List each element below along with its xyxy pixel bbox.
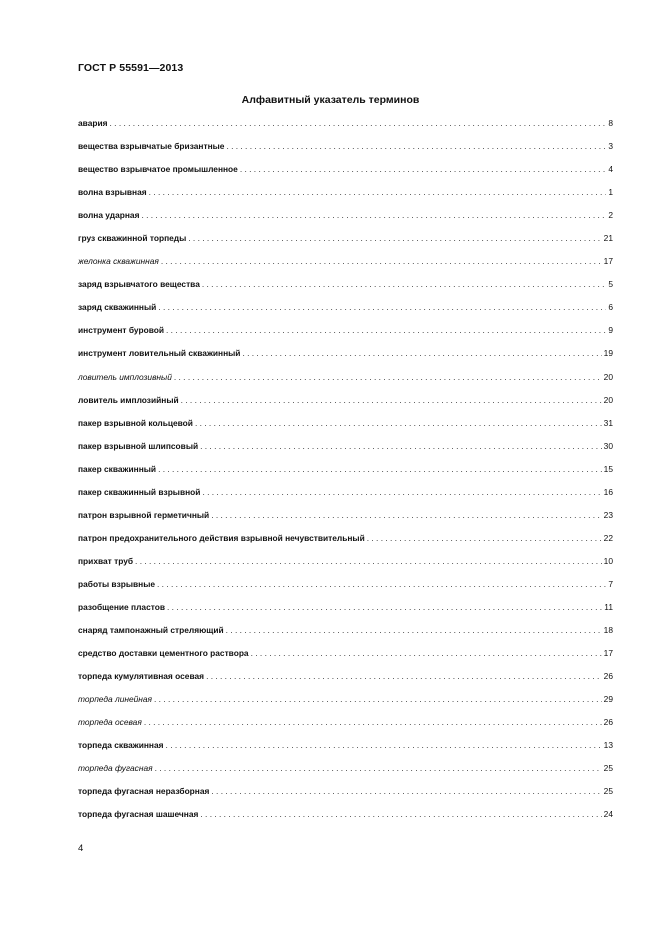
index-entry-page: 31 [603,417,613,428]
index-entry [78,319,613,342]
index-entry-term: заряд скважинный [78,302,157,313]
index-entry [78,389,613,412]
index-entry [78,435,613,458]
index-entry-page: 26 [603,717,613,728]
index-entry-page: 30 [603,440,613,451]
index-entry [78,296,613,319]
index-entry-term: ловитель имплозийный [78,394,179,405]
index-entry-term: пакер взрывной кольцевой [78,417,193,428]
dot-leader [242,342,601,365]
index-entry-page: 18 [603,625,613,636]
dot-leader [200,435,602,458]
index-entry-term: разобщение пластов [78,601,165,612]
index-entry [78,204,613,227]
index-entry-page: 1 [608,187,613,198]
index-entry-term: пакер взрывной шлипсовый [78,440,199,451]
index-entry [78,458,613,481]
index-entry-page: 20 [603,371,613,382]
index-entry [78,619,613,642]
standard-code: ГОСТ Р 55591—2013 [78,62,184,74]
dot-leader [200,803,601,826]
index-entry [78,342,613,365]
index-entry-term: торпеда кумулятивная осевая [78,671,205,682]
index-entry-page: 11 [604,601,613,612]
index-entry-page: 22 [603,532,613,543]
index-entry-term: снаряд тампонажный стреляющий [78,625,224,636]
index-entries [78,112,613,826]
dot-leader [166,734,602,757]
index-entry-page: 6 [608,302,613,313]
index-entry-page: 20 [603,394,613,405]
dot-leader [157,573,606,596]
index-entry-page: 7 [608,578,613,589]
index-entry-term: патрон предохранительного действия взрывной нечувствительный [78,532,365,543]
index-entry [78,412,613,435]
index-entry [78,642,613,665]
dot-leader [206,665,602,688]
dot-leader [166,319,606,342]
index-entry-term: торпеда фугасная [78,763,153,774]
index-entry [78,273,613,296]
index-entry [78,527,613,550]
index-entry-term: груз скважинной торпеды [78,233,187,244]
dot-leader [240,158,606,181]
index-entry-term: торпеда фугасная шашечная [78,809,199,820]
dot-leader [181,389,602,412]
index-entry [78,734,613,757]
index-entry-page: 5 [608,279,613,290]
index-entry [78,596,613,619]
dot-leader [135,550,602,573]
index-entry [78,688,613,711]
dot-leader [195,412,602,435]
index-entry-page: 26 [603,671,613,682]
index-entry [78,112,613,135]
dot-leader [367,527,602,550]
dot-leader [154,688,602,711]
index-entry [78,780,613,803]
dot-leader [161,250,602,273]
dot-leader [110,112,607,135]
dot-leader [251,642,602,665]
dot-leader [226,135,606,158]
index-entry [78,158,613,181]
index-entry-term: инструмент ловительный скважинный [78,348,241,359]
index-entry-page: 13 [603,740,613,751]
dot-leader [155,757,602,780]
index-entry-page: 25 [603,786,613,797]
dot-leader [144,711,602,734]
index-entry-page: 25 [603,763,613,774]
index-entry-term: торпеда фугасная неразборная [78,786,210,797]
dot-leader [211,504,601,527]
index-entry-term: инструмент буровой [78,325,165,336]
index-entry-term: пакер скважинный взрывной [78,486,201,497]
index-entry [78,665,613,688]
index-entry-term: авария [78,118,108,128]
index-entry-page: 10 [603,555,613,566]
index-entry [78,757,613,780]
index-entry-term: волна ударная [78,210,140,221]
index-entry-term: патрон взрывной герметичный [78,509,210,520]
index-entry-term: прихват труб [78,555,134,566]
dot-leader [167,596,602,619]
index-entry [78,227,613,250]
index-entry-page: 17 [603,256,613,267]
index-entry-page: 16 [603,486,613,497]
index-entry-term: пакер скважинный [78,463,157,474]
index-entry [78,135,613,158]
index-entry [78,366,613,389]
index-entry-term: заряд взрывчатого вещества [78,279,200,290]
index-entry [78,711,613,734]
index-entry-term: торпеда линейная [78,694,153,705]
index-entry-term: вещество взрывчатое промышленное [78,164,238,175]
index-entry-page: 23 [603,509,613,520]
index-entry-term: ловитель имплозивный [78,371,172,382]
index-entry-term: работы взрывные [78,578,156,589]
index-entry-term: волна взрывная [78,187,147,198]
index-entry-page: 2 [608,210,613,221]
index-entry [78,250,613,273]
index-entry-term: средство доставки цементного раствора [78,648,249,659]
dot-leader [211,780,601,803]
index-entry-page: 19 [603,348,613,359]
index-title: Алфавитный указатель терминов [241,94,420,106]
index-entry-page: 24 [603,809,613,820]
index-entry-page: 4 [608,164,613,175]
index-entry-term: торпеда осевая [78,717,142,728]
dot-leader [158,458,602,481]
index-entry-page: 15 [603,463,613,474]
dot-leader [149,181,607,204]
index-entry-page: 8 [608,118,613,128]
dot-leader [141,204,606,227]
index-entry-term: желонка скважинная [78,256,159,267]
dot-leader [202,273,606,296]
dot-leader [158,296,606,319]
dot-leader [188,227,601,250]
index-entry [78,481,613,504]
index-entry-page: 29 [603,694,613,705]
index-entry-page: 3 [608,141,613,152]
dot-leader [174,366,602,389]
index-entry [78,573,613,596]
dot-leader [202,481,601,504]
dot-leader [226,619,602,642]
index-entry [78,803,613,826]
index-entry-term: торпеда скважинная [78,740,164,751]
index-entry-page: 21 [603,233,613,244]
index-entry [78,550,613,573]
index-entry-page: 17 [603,648,613,659]
index-entry-page: 9 [608,325,613,336]
index-entry-term: вещества взрывчатые бризантные [78,141,225,152]
index-entry [78,181,613,204]
page-number: 4 [78,843,84,854]
index-entry [78,504,613,527]
